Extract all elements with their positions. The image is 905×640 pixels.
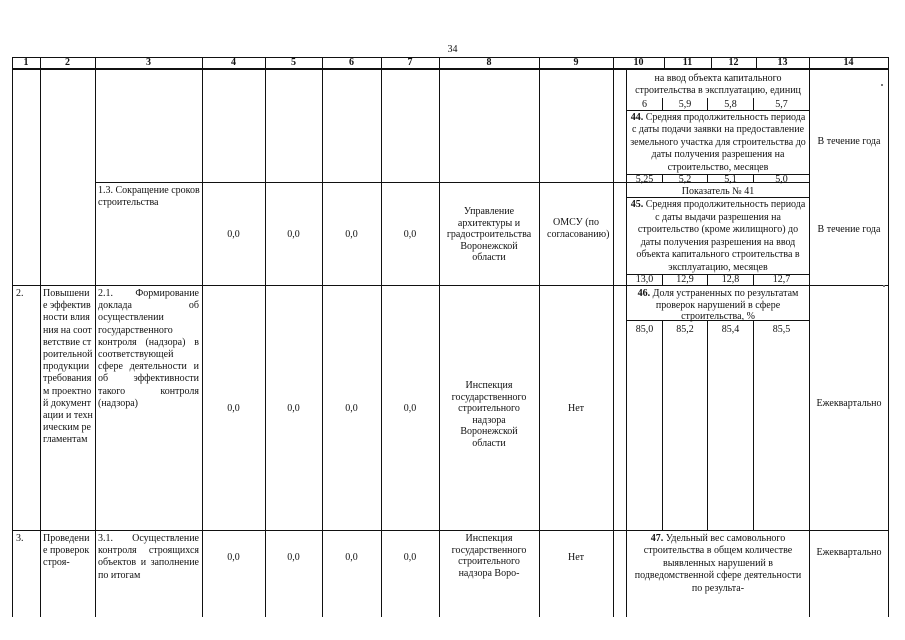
row-divider — [12, 530, 888, 531]
col-header-13: 13 — [777, 57, 788, 68]
task-number-3: 3. — [16, 533, 24, 544]
measure-1-3: 1.3. Сокращение сроков строительства — [98, 185, 200, 208]
cell-line — [626, 197, 809, 198]
col-line — [626, 69, 627, 617]
funds-value: 0,0 — [227, 552, 240, 563]
indicator-46-value: 85,5 — [772, 324, 791, 335]
indicator-47-number: 47. — [650, 533, 664, 544]
value-line — [662, 320, 663, 530]
col-line — [539, 57, 540, 617]
indicator-43-value: 6 — [642, 99, 647, 110]
col-line — [265, 57, 266, 617]
col-line — [40, 57, 41, 617]
funds-value: 0,0 — [287, 552, 300, 563]
page-number: 34 — [447, 44, 458, 55]
indicator-44-value: 5,1 — [724, 174, 737, 185]
funds-value: 0,0 — [345, 403, 358, 414]
coexecutor-1-3: ОМСУ (по согласованию) — [547, 217, 610, 240]
funds-value: 0,0 — [403, 403, 417, 414]
funds-value: 0,0 — [227, 229, 240, 240]
indicator-44-value: 5,25 — [635, 174, 654, 185]
indicator-45-value: 13,0 — [635, 274, 654, 285]
indicator-45-value: 12,7 — [772, 274, 791, 285]
indicator-46-text — [629, 288, 807, 323]
value-line — [753, 320, 754, 530]
indicator-46-value: 85,4 — [721, 324, 740, 335]
indicator-45-description: Средняя продолжительность периода с даты выдачи разрешения на строительство (кроме жилищного) до даты получения разрешения на ввод объекта капитального строительства в эксплуатацию, месяцев — [636, 199, 806, 273]
col-line — [202, 57, 203, 617]
indicator-45-text — [629, 199, 807, 274]
col-line — [12, 57, 13, 617]
indicator-43-tail: на ввод объекта капитального строительства в эксплуатацию, единиц — [635, 73, 801, 96]
indicator-44-number: 44. — [630, 112, 644, 123]
indicator-46-value: 85,0 — [635, 324, 654, 335]
funds-value: 0,0 — [287, 403, 300, 414]
funds-value: 0,0 — [227, 403, 240, 414]
col-header-1: 1 — [23, 57, 29, 68]
task-2: Повышение эффективности влияния на соответствие строительной продукции требованиям проектной документации и техническим регламентам — [43, 288, 93, 446]
row-divider — [12, 285, 888, 286]
col-header-9: 9 — [573, 57, 579, 68]
col-line — [439, 57, 440, 617]
scan-speck — [883, 285, 885, 287]
col-line — [809, 57, 810, 617]
indicator-46-value: 85,2 — [676, 324, 694, 335]
col-header-8: 8 — [486, 57, 492, 68]
indicator-43-value: 5,9 — [678, 99, 692, 110]
indicator-ref: Показатель № 41 — [681, 186, 755, 197]
col-header-3: 3 — [146, 57, 151, 68]
value-line — [707, 320, 708, 530]
col-header-7: 7 — [407, 57, 413, 68]
col-line — [888, 57, 889, 617]
coexecutor-2-1: Нет — [567, 403, 585, 414]
col-header-5: 5 — [291, 57, 296, 68]
indicator-43-value: 5,8 — [724, 99, 737, 110]
task-number-2: 2. — [16, 288, 24, 299]
indicator-45-value: 12,9 — [676, 274, 694, 285]
indicator-47-text — [629, 533, 807, 595]
measure-3-1: 3.1. Осуществление контроля строящихся объектов и заполнение по итогам — [98, 533, 199, 581]
indicator-45-value: 12,8 — [721, 274, 740, 285]
indicator-44-text — [629, 112, 807, 174]
col-header-4: 4 — [231, 57, 236, 68]
term-1-3: В течение года — [817, 224, 881, 235]
scan-speck — [881, 84, 883, 86]
indicator-46-number: 46. — [637, 288, 651, 299]
executor-3-1: Инспекция государственного строительного надзора Воро- — [451, 533, 527, 579]
indicator-44-description: Средняя продолжительность периода с даты подачи заявки на предоставление земельного участка для строительства до даты получения разрешения на строительство, месяцев — [630, 112, 806, 173]
col-header-10: 10 — [633, 57, 644, 68]
funds-value: 0,0 — [345, 229, 358, 240]
measure-2-1: 2.1. Формирование доклада об осуществлении государственного контроля (надзора) в соответствующей сфере деятельности и об эффективности такого контроля (надзора) — [98, 288, 199, 409]
indicator-43-value: 5,7 — [775, 99, 788, 110]
indicator-44-value: 5,0 — [775, 174, 788, 185]
task-3: Проведение проверок строя- — [43, 533, 90, 569]
col-line — [613, 57, 614, 617]
funds-value: 0,0 — [345, 552, 358, 563]
funds-value: 0,0 — [403, 229, 417, 240]
col-line — [95, 57, 96, 617]
indicator-45-number: 45. — [630, 199, 644, 210]
indicator-46-description: Доля устраненных по результатам проверок нарушений в сфере строительства, % — [650, 288, 799, 322]
indicator-47-description: Удельный вес самовольного строительства в общем количестве выявленных нарушений в подведомственной сфере деятельности по результа- — [634, 533, 802, 594]
col-header-6: 6 — [349, 57, 354, 68]
col-line — [381, 57, 382, 617]
col-header-12: 12 — [728, 57, 739, 68]
term-3-1: Ежеквартально — [816, 547, 882, 558]
executor-1-3: Управление архитектуры и градостроительства Воронежской области — [446, 206, 532, 264]
coexecutor-3-1: Нет — [567, 552, 585, 563]
col-line — [322, 57, 323, 617]
term-2-1: Ежеквартально — [816, 398, 882, 409]
col-header-11: 11 — [682, 57, 693, 68]
executor-2-1: Инспекция государственного строительного надзора Воронежской области — [451, 380, 527, 449]
indicator-44-value: 5,2 — [678, 174, 692, 185]
term-top: В течение года — [817, 136, 881, 147]
col-header-14: 14 — [843, 57, 854, 68]
funds-value: 0,0 — [287, 229, 300, 240]
funds-value: 0,0 — [403, 552, 417, 563]
col-header-2: 2 — [65, 57, 70, 68]
